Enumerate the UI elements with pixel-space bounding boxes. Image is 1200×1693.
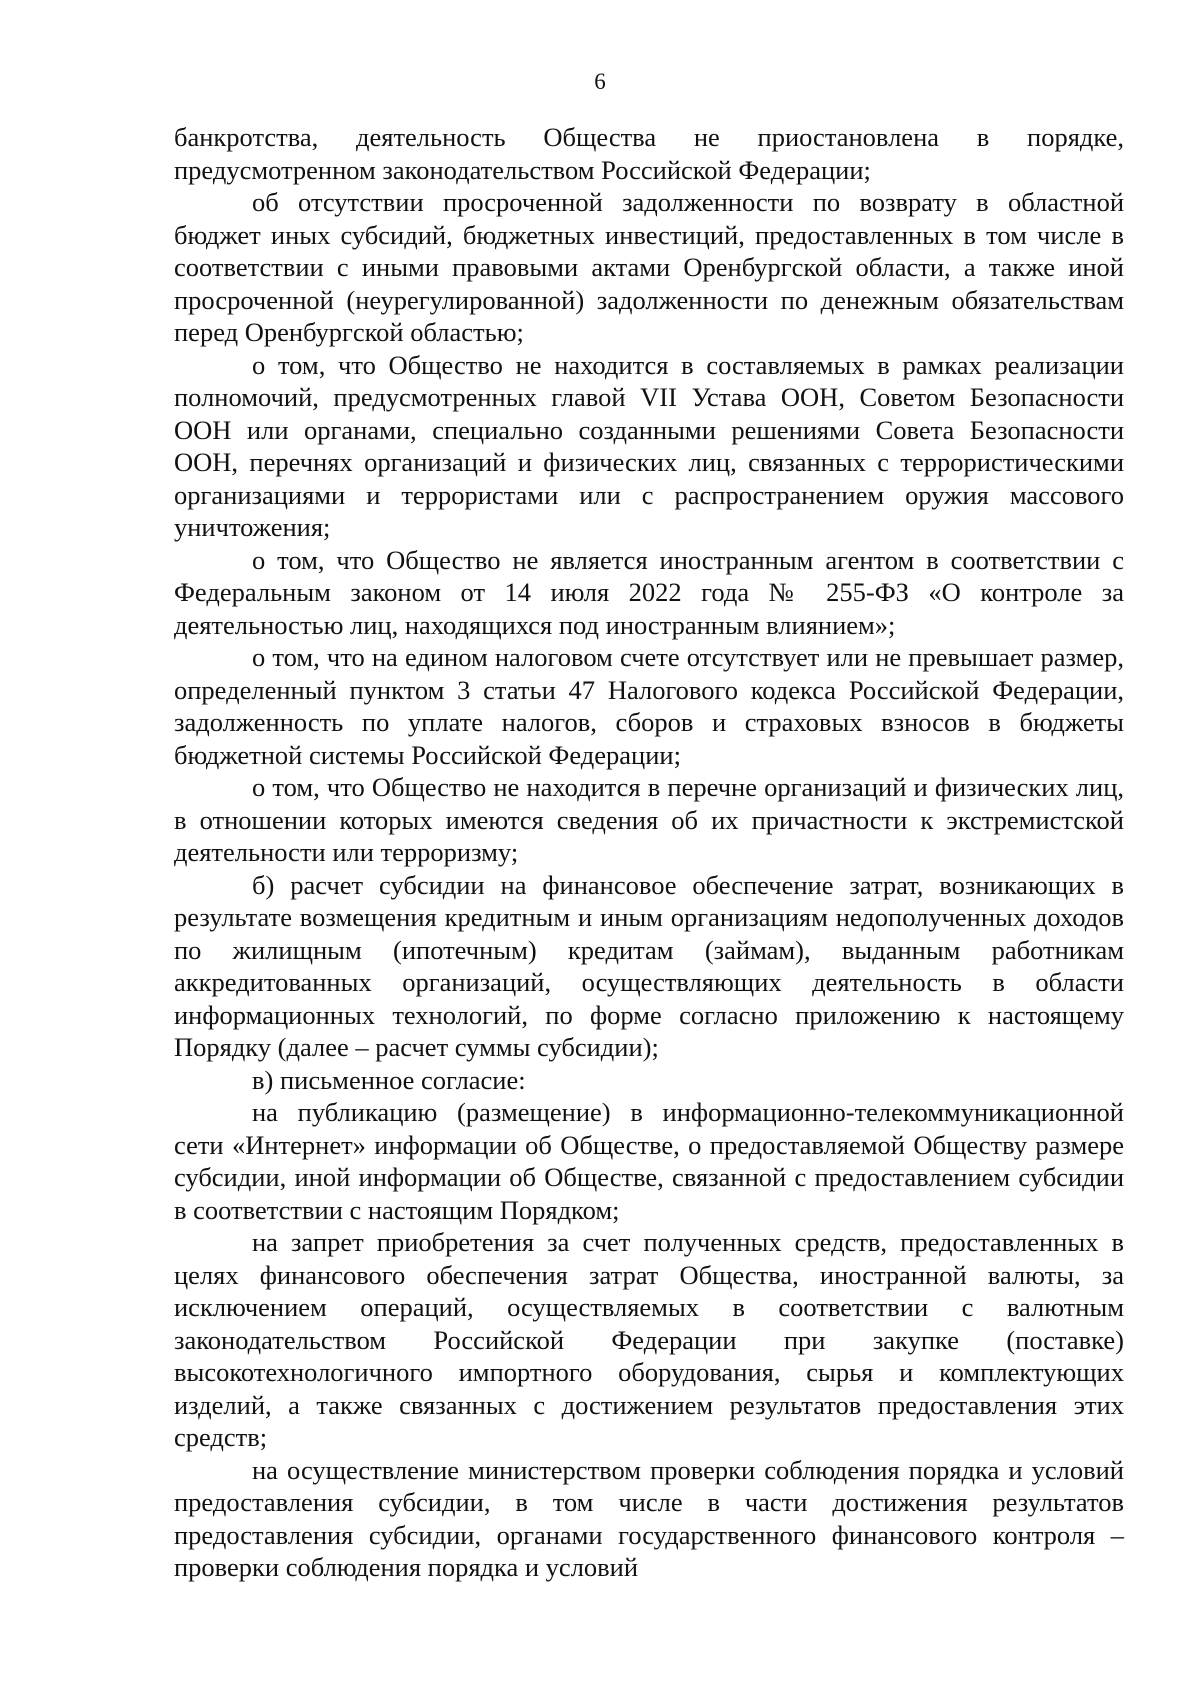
paragraph-not-foreign-agent: о том, что Общество не является иностранным агентом в соответствии с Федеральным законом от 14 июля 2022 года № 255-ФЗ «О контроле за деятельностью лиц, находящихся под иностранным влиянием»; <box>174 544 1124 640</box>
paragraph-written-consent: в) письменное согласие: <box>252 1064 526 1095</box>
paragraph-publication-consent: на публикацию (размещение) в информационно-телекоммуникационной сети «Интернет» информации об Обществе, о предоставляемой Обществу размере субсидии, иной информации об Обществе, связанной с предоставлением субсидии в соответствии с настоящим Порядком; <box>174 1097 1124 1225</box>
paragraph-bankruptcy: банкротства, деятельность Общества не приостановлена в порядке, предусмотренном законодательством Российской Федерации; <box>174 122 1124 185</box>
document-body <box>174 121 1124 1584</box>
page-number: 6 <box>594 69 606 94</box>
paragraph-subsidy-calculation: б) расчет субсидии на финансовое обеспечение затрат, возникающих в результате возмещения кредитным и иным организациям недополученных доходов по жилищным (ипотечным) кредитам (займам), выданным работникам аккредитованных организаций, осуществляющих деятельность в области информационных технологий, по форме согласно приложению к настоящему Порядку (далее – расчет суммы субсидии); <box>174 869 1124 1062</box>
paragraph-currency-ban: на запрет приобретения за счет полученных средств, предоставленных в целях финансового обеспечения затрат Общества, иностранной валюты, за исключением операций, осуществляемых в соответствии с валютным законодательством Российской Федерации при закупке (поставке) высокотехнологичного импортного оборудования, сырья и комплектующих изделий, а также связанных с достижением результатов предоставления этих средств; <box>174 1227 1124 1452</box>
paragraph-not-in-un-lists: о том, что Общество не находится в составляемых в рамках реализации полномочий, предусмотренных главой VII Устава ООН, Советом Безопасности ООН или органами, специально созданными решениями Совета Безопасности ООН, перечнях организаций и физических лиц, связанных с террористическими организациями и террористами или с распространением оружия массового уничтожения; <box>174 349 1124 542</box>
paragraph-not-in-extremist-list: о том, что Общество не находится в перечне организаций и физических лиц, в отношении которых имеются сведения об их причастности к экстремистской деятельности или терроризму; <box>174 772 1124 867</box>
paragraph-inspection-consent: на осуществление министерством проверки соблюдения порядка и условий предоставления субсидии, в том числе в части достижения результатов предоставления субсидии, органами государственного финансового контроля – проверки соблюдения порядка и условий <box>174 1454 1124 1582</box>
paragraph-no-overdue-debt: об отсутствии просроченной задолженности по возврату в областной бюджет иных субсидий, бюджетных инвестиций, предоставленных в том числе в соответствии с иными правовыми актами Оренбургской области, а также иной просроченной (неурегулированной) задолженности по денежным обязательствам перед Оренбургской областью; <box>174 187 1124 347</box>
paragraph-tax-account: о том, что на едином налоговом счете отсутствует или не превышает размер, определенный пунктом 3 статьи 47 Налогового кодекса Российской Федерации, задолженность по уплате налогов, сборов и страховых взносов в бюджеты бюджетной системы Российской Федерации; <box>174 642 1124 770</box>
